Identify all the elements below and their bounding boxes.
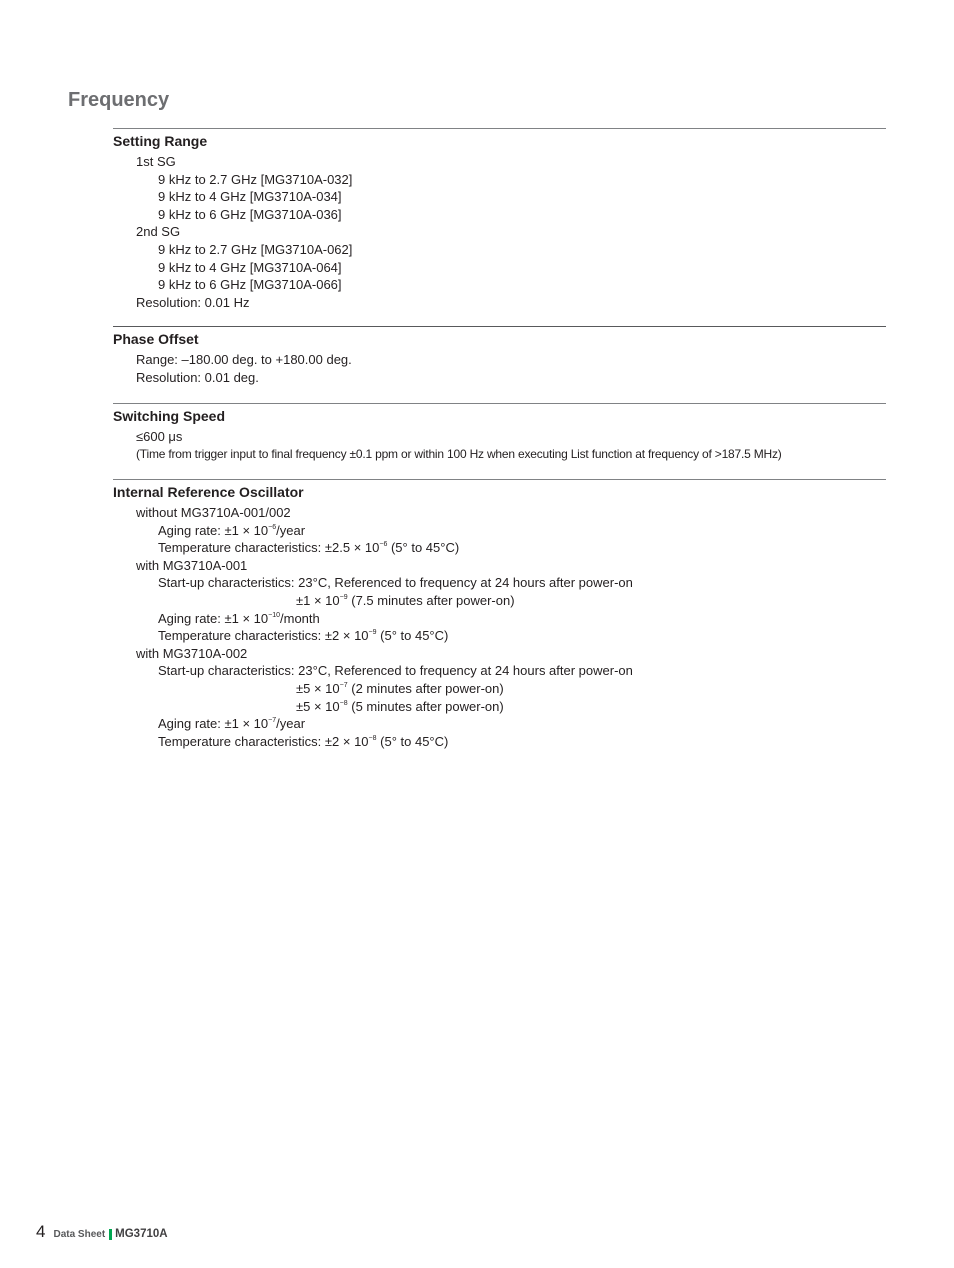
setting-range-section — [113, 128, 886, 311]
sg-group-label: 1st SG — [136, 154, 176, 169]
section-heading: Setting Range — [113, 133, 208, 149]
brand-accent-bar — [109, 1229, 112, 1240]
option-group-label: with MG3710A-001 — [136, 557, 248, 573]
section-divider — [113, 403, 886, 404]
startup-value-line: $\pm 5 \times 10^{-8}$ (5 minutes after power-on) — [296, 698, 504, 714]
resolution-text: Resolution: 0.01 deg. — [136, 369, 259, 385]
frequency-range-item: 9 kHz to 4 GHz [MG3710A-034] — [158, 189, 342, 205]
model-name: MG3710A — [115, 1228, 168, 1240]
frequency-range-item: 9 kHz to 2.7 GHz [MG3710A-062] — [158, 241, 353, 257]
section-divider — [113, 326, 886, 327]
section-heading: Switching Speed — [113, 408, 226, 424]
switching-speed-note: (Time from trigger input to final frequency ±0.1 ppm or within 100 Hz when executing List function at frequency of >187.5 MHz) — [136, 446, 782, 461]
switching-speed-value: ≤600 μs — [136, 429, 183, 444]
resolution-text: Resolution: 0.01 Hz — [136, 294, 250, 310]
frequency-range-item: 9 kHz to 4 GHz [MG3710A-064] — [158, 259, 342, 275]
internal-reference-oscillator-section — [113, 479, 886, 750]
sg-group-label: 2nd SG — [136, 224, 181, 240]
aging-rate-line: Aging rate: $\pm 1 \times 10^{-7}$/year — [158, 716, 306, 732]
aging-rate-line: Aging rate: $\pm 1 \times 10^{-10}$/month — [158, 610, 320, 626]
switching-speed-section — [113, 403, 886, 463]
section-heading: Phase Offset — [113, 331, 199, 347]
frequency-range-item: 9 kHz to 6 GHz [MG3710A-036] — [158, 206, 342, 222]
frequency-range-item: 9 kHz to 2.7 GHz [MG3710A-032] — [158, 171, 353, 187]
page-number: 4 — [36, 1222, 46, 1241]
document-type-label: Data Sheet — [53, 1229, 106, 1240]
page-title: Frequency — [68, 89, 170, 111]
frequency-range-item: 9 kHz to 6 GHz [MG3710A-066] — [158, 277, 342, 293]
page-footer — [36, 1222, 168, 1242]
startup-value-line: $\pm 1 \times 10^{-9}$ (7.5 minutes after power-on) — [296, 592, 515, 608]
range-text: Range: –180.00 deg. to +180.00 deg. — [136, 352, 352, 367]
section-divider — [113, 479, 886, 480]
temperature-characteristics-line: Temperature characteristics: $\pm 2 \times 10^{-9}$ (5° to 45°C) — [158, 628, 449, 644]
startup-value-line: $\pm 5 \times 10^{-7}$ (2 minutes after power-on) — [296, 680, 504, 696]
aging-rate-line: Aging rate: $\pm 1 \times 10^{-6}$/year — [158, 522, 306, 538]
startup-characteristics-line: Start-up characteristics: 23°C, Referenced to frequency at 24 hours after power-on — [158, 663, 633, 679]
section-heading: Internal Reference Oscillator — [113, 484, 304, 500]
phase-offset-section — [113, 326, 886, 386]
temperature-characteristics-line: Temperature characteristics: $\pm 2.5 \times 10^{-6}$ (5° to 45°C) — [158, 540, 460, 556]
section-divider — [113, 128, 886, 129]
startup-characteristics-line: Start-up characteristics: 23°C, Referenced to frequency at 24 hours after power-on — [158, 575, 633, 591]
temperature-characteristics-line: Temperature characteristics: $\pm 2 \times 10^{-8}$ (5° to 45°C) — [158, 733, 449, 749]
option-group-label: without MG3710A-001/002 — [136, 505, 291, 520]
option-group-label: with MG3710A-002 — [136, 645, 248, 661]
